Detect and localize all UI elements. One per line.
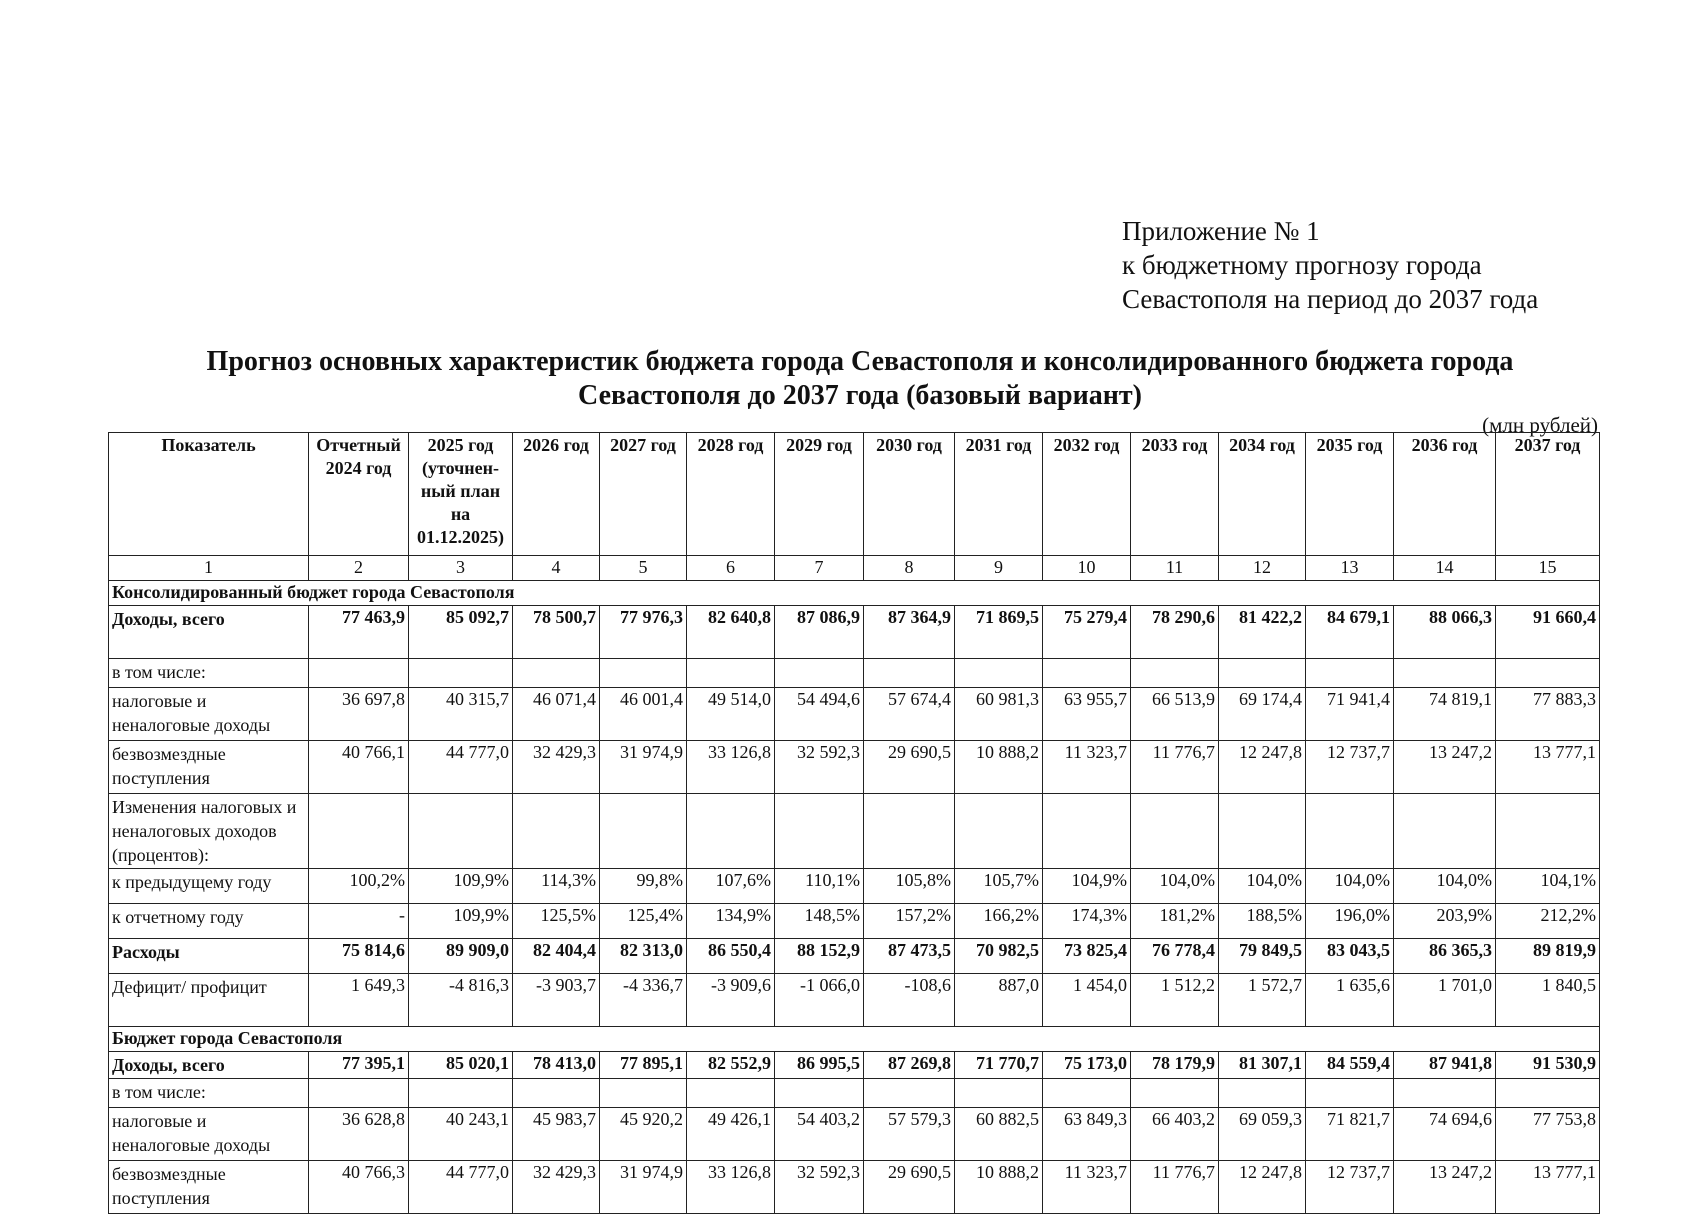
table-row — [109, 1052, 1600, 1079]
header-year-10: 2033 год — [1131, 433, 1219, 556]
row-value: 13 247,2 — [1394, 741, 1496, 794]
column-number: 14 — [1394, 556, 1496, 581]
header-year-2: 2025 год (уточнен-ный план на 01.12.2025) — [409, 433, 513, 556]
row-value: 75 173,0 — [1043, 1052, 1131, 1079]
row-label: Изменения налоговых и неналоговых доходов (процентов): — [109, 794, 309, 869]
row-value: 78 290,6 — [1131, 606, 1219, 659]
row-value: 166,2% — [955, 904, 1043, 939]
column-number: 15 — [1496, 556, 1600, 581]
row-value — [864, 794, 955, 869]
table-row — [109, 606, 1600, 659]
row-value: 105,8% — [864, 869, 955, 904]
row-value: 87 473,5 — [864, 939, 955, 974]
row-value: 83 043,5 — [1306, 939, 1394, 974]
row-value — [600, 1079, 687, 1108]
row-value: 104,0% — [1306, 869, 1394, 904]
row-value: 77 895,1 — [600, 1052, 687, 1079]
row-value — [1131, 659, 1219, 688]
annex-line-1: Приложение № 1 — [1122, 216, 1320, 246]
row-value: 88 152,9 — [775, 939, 864, 974]
row-value: 57 674,4 — [864, 688, 955, 741]
header-year-8: 2031 год — [955, 433, 1043, 556]
row-value: 40 315,7 — [409, 688, 513, 741]
header-year-12: 2035 год — [1306, 433, 1394, 556]
row-value: 10 888,2 — [955, 1161, 1043, 1214]
row-value: 1 572,7 — [1219, 974, 1306, 1027]
row-value: 11 776,7 — [1131, 741, 1219, 794]
row-value — [864, 1079, 955, 1108]
row-value: 12 737,7 — [1306, 741, 1394, 794]
row-value: 32 429,3 — [513, 1161, 600, 1214]
row-value: 212,2% — [1496, 904, 1600, 939]
row-value: 13 777,1 — [1496, 1161, 1600, 1214]
row-value: 13 777,1 — [1496, 741, 1600, 794]
row-value: 44 777,0 — [409, 741, 513, 794]
row-value: 57 579,3 — [864, 1108, 955, 1161]
header-year-5: 2028 год — [687, 433, 775, 556]
row-value: 89 819,9 — [1496, 939, 1600, 974]
header-year-1: Отчетный 2024 год — [309, 433, 409, 556]
row-value: 32 429,3 — [513, 741, 600, 794]
row-value — [1394, 1079, 1496, 1108]
table-row — [109, 1079, 1600, 1108]
section-title: Консолидированный бюджет города Севастополя — [109, 581, 1600, 606]
table-row — [109, 1161, 1600, 1214]
row-value: 71 821,7 — [1306, 1108, 1394, 1161]
row-value: 110,1% — [775, 869, 864, 904]
row-value: 1 635,6 — [1306, 974, 1394, 1027]
table-row — [109, 974, 1600, 1027]
row-value: - — [309, 904, 409, 939]
row-value: 45 983,7 — [513, 1108, 600, 1161]
row-label: в том числе: — [109, 1079, 309, 1108]
row-value: 887,0 — [955, 974, 1043, 1027]
row-value: 63 849,3 — [1043, 1108, 1131, 1161]
table-row — [109, 1108, 1600, 1161]
row-value: 77 883,3 — [1496, 688, 1600, 741]
row-value: -3 909,6 — [687, 974, 775, 1027]
row-value: 79 849,5 — [1219, 939, 1306, 974]
row-value: 181,2% — [1131, 904, 1219, 939]
row-label: Дефицит/ профицит — [109, 974, 309, 1027]
row-value: 87 269,8 — [864, 1052, 955, 1079]
annex-line-3: Севастополя на период до 2037 года — [1122, 284, 1539, 314]
column-number: 12 — [1219, 556, 1306, 581]
row-value: 77 463,9 — [309, 606, 409, 659]
row-value: 74 694,6 — [1394, 1108, 1496, 1161]
row-value: 32 592,3 — [775, 741, 864, 794]
row-value: 100,2% — [309, 869, 409, 904]
row-value: 66 403,2 — [1131, 1108, 1219, 1161]
column-number: 7 — [775, 556, 864, 581]
row-value: 66 513,9 — [1131, 688, 1219, 741]
row-value — [687, 794, 775, 869]
row-label: в том числе: — [109, 659, 309, 688]
row-value: 82 552,9 — [687, 1052, 775, 1079]
row-value: 109,9% — [409, 904, 513, 939]
row-value: 60 981,3 — [955, 688, 1043, 741]
row-value: 157,2% — [864, 904, 955, 939]
row-value: 31 974,9 — [600, 1161, 687, 1214]
row-value: 12 247,8 — [1219, 1161, 1306, 1214]
row-value: 87 086,9 — [775, 606, 864, 659]
row-value — [409, 794, 513, 869]
row-value: 82 640,8 — [687, 606, 775, 659]
row-value: 12 247,8 — [1219, 741, 1306, 794]
row-value: 82 404,4 — [513, 939, 600, 974]
row-value — [600, 659, 687, 688]
row-value: 78 413,0 — [513, 1052, 600, 1079]
row-value: 104,9% — [1043, 869, 1131, 904]
row-value: 104,0% — [1131, 869, 1219, 904]
row-value: 88 066,3 — [1394, 606, 1496, 659]
row-value: 40 243,1 — [409, 1108, 513, 1161]
row-value — [1394, 659, 1496, 688]
row-value: 85 092,7 — [409, 606, 513, 659]
row-value: 81 422,2 — [1219, 606, 1306, 659]
row-value: 77 976,3 — [600, 606, 687, 659]
row-value: 1 649,3 — [309, 974, 409, 1027]
budget-forecast-table — [108, 432, 1600, 1214]
row-value — [955, 1079, 1043, 1108]
row-value: 71 770,7 — [955, 1052, 1043, 1079]
row-value — [409, 659, 513, 688]
row-value — [775, 1079, 864, 1108]
row-value: 77 395,1 — [309, 1052, 409, 1079]
table-row — [109, 869, 1600, 904]
row-value — [775, 794, 864, 869]
row-value — [513, 794, 600, 869]
row-value: 46 001,4 — [600, 688, 687, 741]
row-value — [687, 659, 775, 688]
row-value — [600, 794, 687, 869]
section-title: Бюджет города Севастополя — [109, 1027, 1600, 1052]
row-value: 10 888,2 — [955, 741, 1043, 794]
row-label: безвозмездные поступления — [109, 1161, 309, 1214]
row-value: 31 974,9 — [600, 741, 687, 794]
table-row — [109, 659, 1600, 688]
row-value — [1131, 1079, 1219, 1108]
row-value: 63 955,7 — [1043, 688, 1131, 741]
row-value — [309, 1079, 409, 1108]
row-label: Доходы, всего — [109, 1052, 309, 1079]
row-value: 60 882,5 — [955, 1108, 1043, 1161]
units-label: (млн рублей) — [1482, 413, 1598, 437]
table-row — [109, 794, 1600, 869]
row-value: -1 066,0 — [775, 974, 864, 1027]
row-value: 87 364,9 — [864, 606, 955, 659]
row-value: 12 737,7 — [1306, 1161, 1394, 1214]
column-number: 1 — [109, 556, 309, 581]
row-value: 33 126,8 — [687, 1161, 775, 1214]
column-number: 11 — [1131, 556, 1219, 581]
title-line-1: Прогноз основных характеристик бюджета города Севастополя и консолидированного бюджета города — [206, 346, 1514, 377]
row-value — [309, 794, 409, 869]
row-value: 85 020,1 — [409, 1052, 513, 1079]
row-value: 46 071,4 — [513, 688, 600, 741]
row-label: безвозмездные поступления — [109, 741, 309, 794]
column-number: 9 — [955, 556, 1043, 581]
table-row — [109, 741, 1600, 794]
row-value: 86 995,5 — [775, 1052, 864, 1079]
row-value — [1496, 659, 1600, 688]
row-value: -4 336,7 — [600, 974, 687, 1027]
section-row — [109, 1027, 1600, 1052]
row-value: 11 776,7 — [1131, 1161, 1219, 1214]
row-value: 78 179,9 — [1131, 1052, 1219, 1079]
row-value: 45 920,2 — [600, 1108, 687, 1161]
row-label: налоговые и неналоговые доходы — [109, 1108, 309, 1161]
annex-note — [1122, 214, 1642, 316]
row-value: 69 059,3 — [1219, 1108, 1306, 1161]
row-value: 1 701,0 — [1394, 974, 1496, 1027]
header-year-14: 2037 год — [1496, 433, 1600, 556]
row-value: 174,3% — [1043, 904, 1131, 939]
column-number: 5 — [600, 556, 687, 581]
document-title — [150, 345, 1570, 413]
row-value — [1043, 794, 1131, 869]
row-value: 84 559,4 — [1306, 1052, 1394, 1079]
row-value: 29 690,5 — [864, 741, 955, 794]
row-label: к предыдущему году — [109, 869, 309, 904]
header-year-3: 2026 год — [513, 433, 600, 556]
row-value — [1306, 659, 1394, 688]
row-value: 86 365,3 — [1394, 939, 1496, 974]
row-label: Доходы, всего — [109, 606, 309, 659]
row-value: 91 530,9 — [1496, 1052, 1600, 1079]
row-value — [955, 659, 1043, 688]
row-value — [1131, 794, 1219, 869]
row-value: 29 690,5 — [864, 1161, 955, 1214]
row-value: 104,1% — [1496, 869, 1600, 904]
row-value: 87 941,8 — [1394, 1052, 1496, 1079]
row-value: 104,0% — [1394, 869, 1496, 904]
row-value: 36 697,8 — [309, 688, 409, 741]
row-value — [1306, 1079, 1394, 1108]
row-value: 1 840,5 — [1496, 974, 1600, 1027]
row-value: 54 403,2 — [775, 1108, 864, 1161]
row-value — [955, 794, 1043, 869]
column-number: 4 — [513, 556, 600, 581]
column-number-row — [109, 556, 1600, 581]
row-label: Расходы — [109, 939, 309, 974]
header-indicator: Показатель — [109, 433, 309, 556]
row-value: 36 628,8 — [309, 1108, 409, 1161]
row-value: 75 814,6 — [309, 939, 409, 974]
row-value — [1043, 1079, 1131, 1108]
row-value: 74 819,1 — [1394, 688, 1496, 741]
row-value: 105,7% — [955, 869, 1043, 904]
header-year-6: 2029 год — [775, 433, 864, 556]
row-value — [1219, 1079, 1306, 1108]
row-value: 33 126,8 — [687, 741, 775, 794]
row-value — [1496, 1079, 1600, 1108]
row-value: 75 279,4 — [1043, 606, 1131, 659]
row-value: 70 982,5 — [955, 939, 1043, 974]
row-value — [687, 1079, 775, 1108]
row-value — [409, 1079, 513, 1108]
row-value: 40 766,1 — [309, 741, 409, 794]
row-value — [1394, 794, 1496, 869]
row-value: 196,0% — [1306, 904, 1394, 939]
row-value: 78 500,7 — [513, 606, 600, 659]
row-value: 134,9% — [687, 904, 775, 939]
row-value: 69 174,4 — [1219, 688, 1306, 741]
section-row — [109, 581, 1600, 606]
header-year-13: 2036 год — [1394, 433, 1496, 556]
header-row — [109, 433, 1600, 556]
row-value: 82 313,0 — [600, 939, 687, 974]
row-value: 188,5% — [1219, 904, 1306, 939]
row-value: 71 869,5 — [955, 606, 1043, 659]
row-value: 11 323,7 — [1043, 741, 1131, 794]
table-row — [109, 939, 1600, 974]
row-value — [1219, 794, 1306, 869]
table-row — [109, 688, 1600, 741]
row-value: 73 825,4 — [1043, 939, 1131, 974]
table-row — [109, 904, 1600, 939]
row-label: к отчетному году — [109, 904, 309, 939]
row-value: 125,5% — [513, 904, 600, 939]
row-value: 1 454,0 — [1043, 974, 1131, 1027]
header-year-7: 2030 год — [864, 433, 955, 556]
row-value — [1306, 794, 1394, 869]
row-value: -108,6 — [864, 974, 955, 1027]
column-number: 8 — [864, 556, 955, 581]
row-value — [1219, 659, 1306, 688]
row-value: 49 426,1 — [687, 1108, 775, 1161]
row-value: 114,3% — [513, 869, 600, 904]
row-value — [1043, 659, 1131, 688]
title-line-2: Севастополя до 2037 года (базовый вариант) — [578, 380, 1142, 411]
row-value: -4 816,3 — [409, 974, 513, 1027]
row-value: 99,8% — [600, 869, 687, 904]
row-value — [309, 659, 409, 688]
row-value: 125,4% — [600, 904, 687, 939]
row-label: налоговые и неналоговые доходы — [109, 688, 309, 741]
row-value — [513, 1079, 600, 1108]
column-number: 10 — [1043, 556, 1131, 581]
column-number: 6 — [687, 556, 775, 581]
row-value: 44 777,0 — [409, 1161, 513, 1214]
row-value — [513, 659, 600, 688]
row-value: 32 592,3 — [775, 1161, 864, 1214]
row-value — [1496, 794, 1600, 869]
row-value: 148,5% — [775, 904, 864, 939]
row-value — [775, 659, 864, 688]
column-number: 3 — [409, 556, 513, 581]
row-value: 71 941,4 — [1306, 688, 1394, 741]
row-value: -3 903,7 — [513, 974, 600, 1027]
row-value — [864, 659, 955, 688]
row-value: 107,6% — [687, 869, 775, 904]
row-value: 40 766,3 — [309, 1161, 409, 1214]
header-year-4: 2027 год — [600, 433, 687, 556]
row-value: 76 778,4 — [1131, 939, 1219, 974]
row-value: 11 323,7 — [1043, 1161, 1131, 1214]
header-year-9: 2032 год — [1043, 433, 1131, 556]
row-value: 109,9% — [409, 869, 513, 904]
header-year-11: 2034 год — [1219, 433, 1306, 556]
row-value: 84 679,1 — [1306, 606, 1394, 659]
row-value: 77 753,8 — [1496, 1108, 1600, 1161]
row-value: 104,0% — [1219, 869, 1306, 904]
row-value: 203,9% — [1394, 904, 1496, 939]
column-number: 13 — [1306, 556, 1394, 581]
row-value: 81 307,1 — [1219, 1052, 1306, 1079]
row-value: 1 512,2 — [1131, 974, 1219, 1027]
row-value: 89 909,0 — [409, 939, 513, 974]
row-value: 13 247,2 — [1394, 1161, 1496, 1214]
row-value: 91 660,4 — [1496, 606, 1600, 659]
row-value: 49 514,0 — [687, 688, 775, 741]
row-value: 54 494,6 — [775, 688, 864, 741]
annex-line-2: к бюджетному прогнозу города — [1122, 250, 1482, 280]
row-value: 86 550,4 — [687, 939, 775, 974]
column-number: 2 — [309, 556, 409, 581]
